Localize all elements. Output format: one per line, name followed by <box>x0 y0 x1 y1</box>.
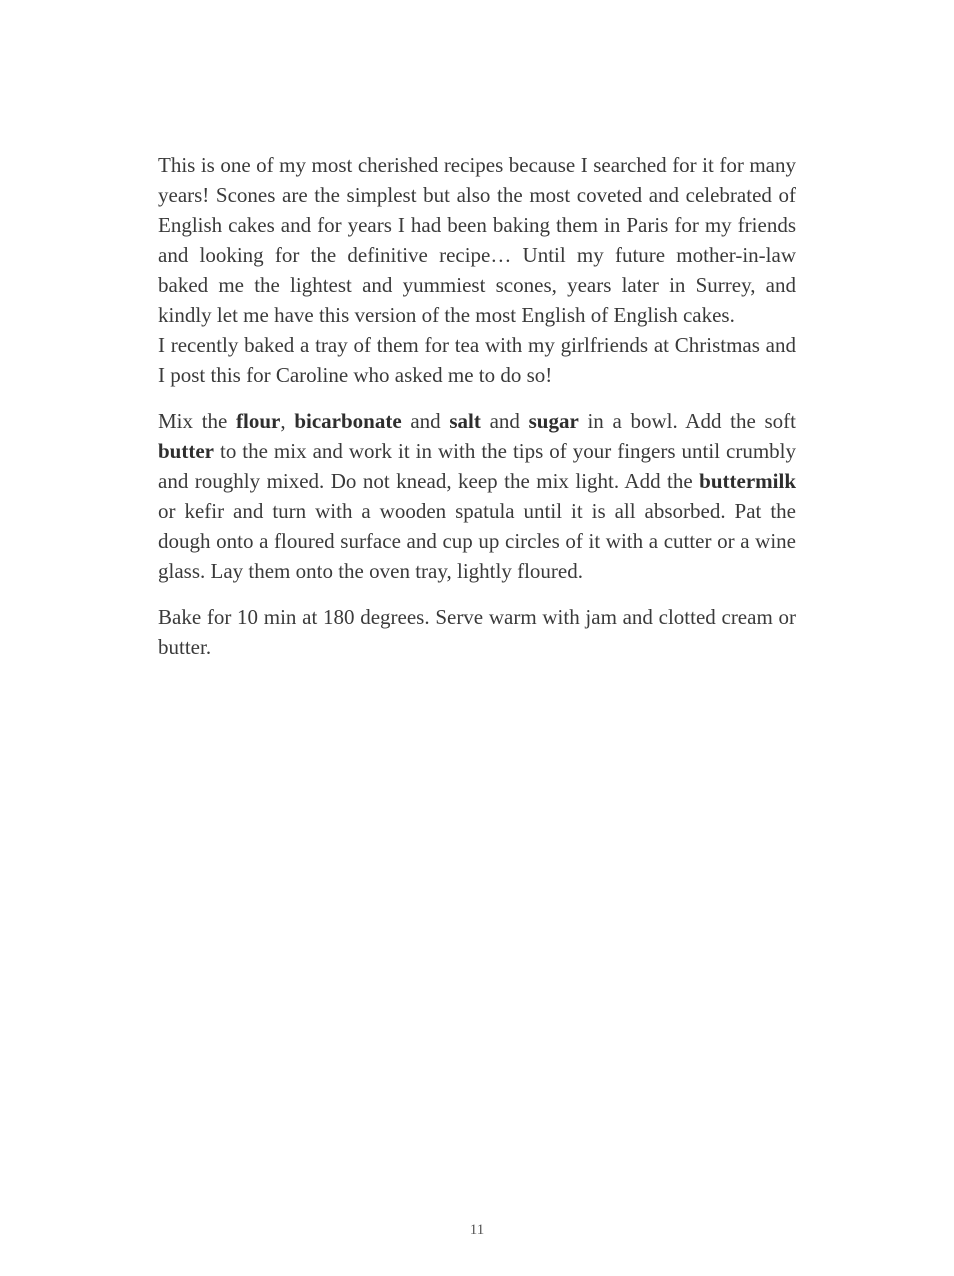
page-number: 11 <box>469 1222 485 1238</box>
method-paragraph <box>158 406 796 586</box>
intro-paragraph: This is one of my most cherished recipes because I searched for it for many years! Scones are the simplest but also the most coveted and celebrated of English cakes and for years I had been baking them in Paris for my friends and looking for the definitive recipe… Until my future mother-in-law baked me the lightest and yummiest scones, years later in Surrey, and kindly let me have this version of the most English of English cakes. <box>158 153 796 327</box>
method-text: and <box>480 409 529 433</box>
method-text: or kefir and turn with a wooden spatula until it is all absorbed. Pat the dough onto a floured surface and cup up circles of it with a cutter or a wine glass. Lay them onto the oven tray, lightly floured. <box>158 499 796 583</box>
ingredient-bicarbonate: bicarbonate <box>294 409 402 433</box>
ingredient-salt: salt <box>449 409 481 433</box>
intro-paragraph-2: I recently baked a tray of them for tea with my girlfriends at Christmas and I post this for Caroline who asked me to do so! <box>158 333 796 387</box>
method-text: to the mix and work it in with the tips of your fingers until crumbly and roughly mixed. Do not knead, keep the mix light. Add the <box>158 439 796 493</box>
baking-paragraph: Bake for 10 min at 180 degrees. Serve warm with jam and clotted cream or butter. <box>158 605 796 659</box>
recipe-text <box>158 150 796 662</box>
ingredient-buttermilk: buttermilk <box>699 469 796 493</box>
method-text: in a bowl. Add the soft <box>578 409 797 433</box>
ingredient-sugar: sugar <box>528 409 579 433</box>
method-text: and <box>401 409 450 433</box>
method-text: Mix the <box>158 409 237 433</box>
ingredient-flour: flour <box>236 409 281 433</box>
ingredient-butter: butter <box>158 439 214 463</box>
method-text: , <box>280 409 295 433</box>
